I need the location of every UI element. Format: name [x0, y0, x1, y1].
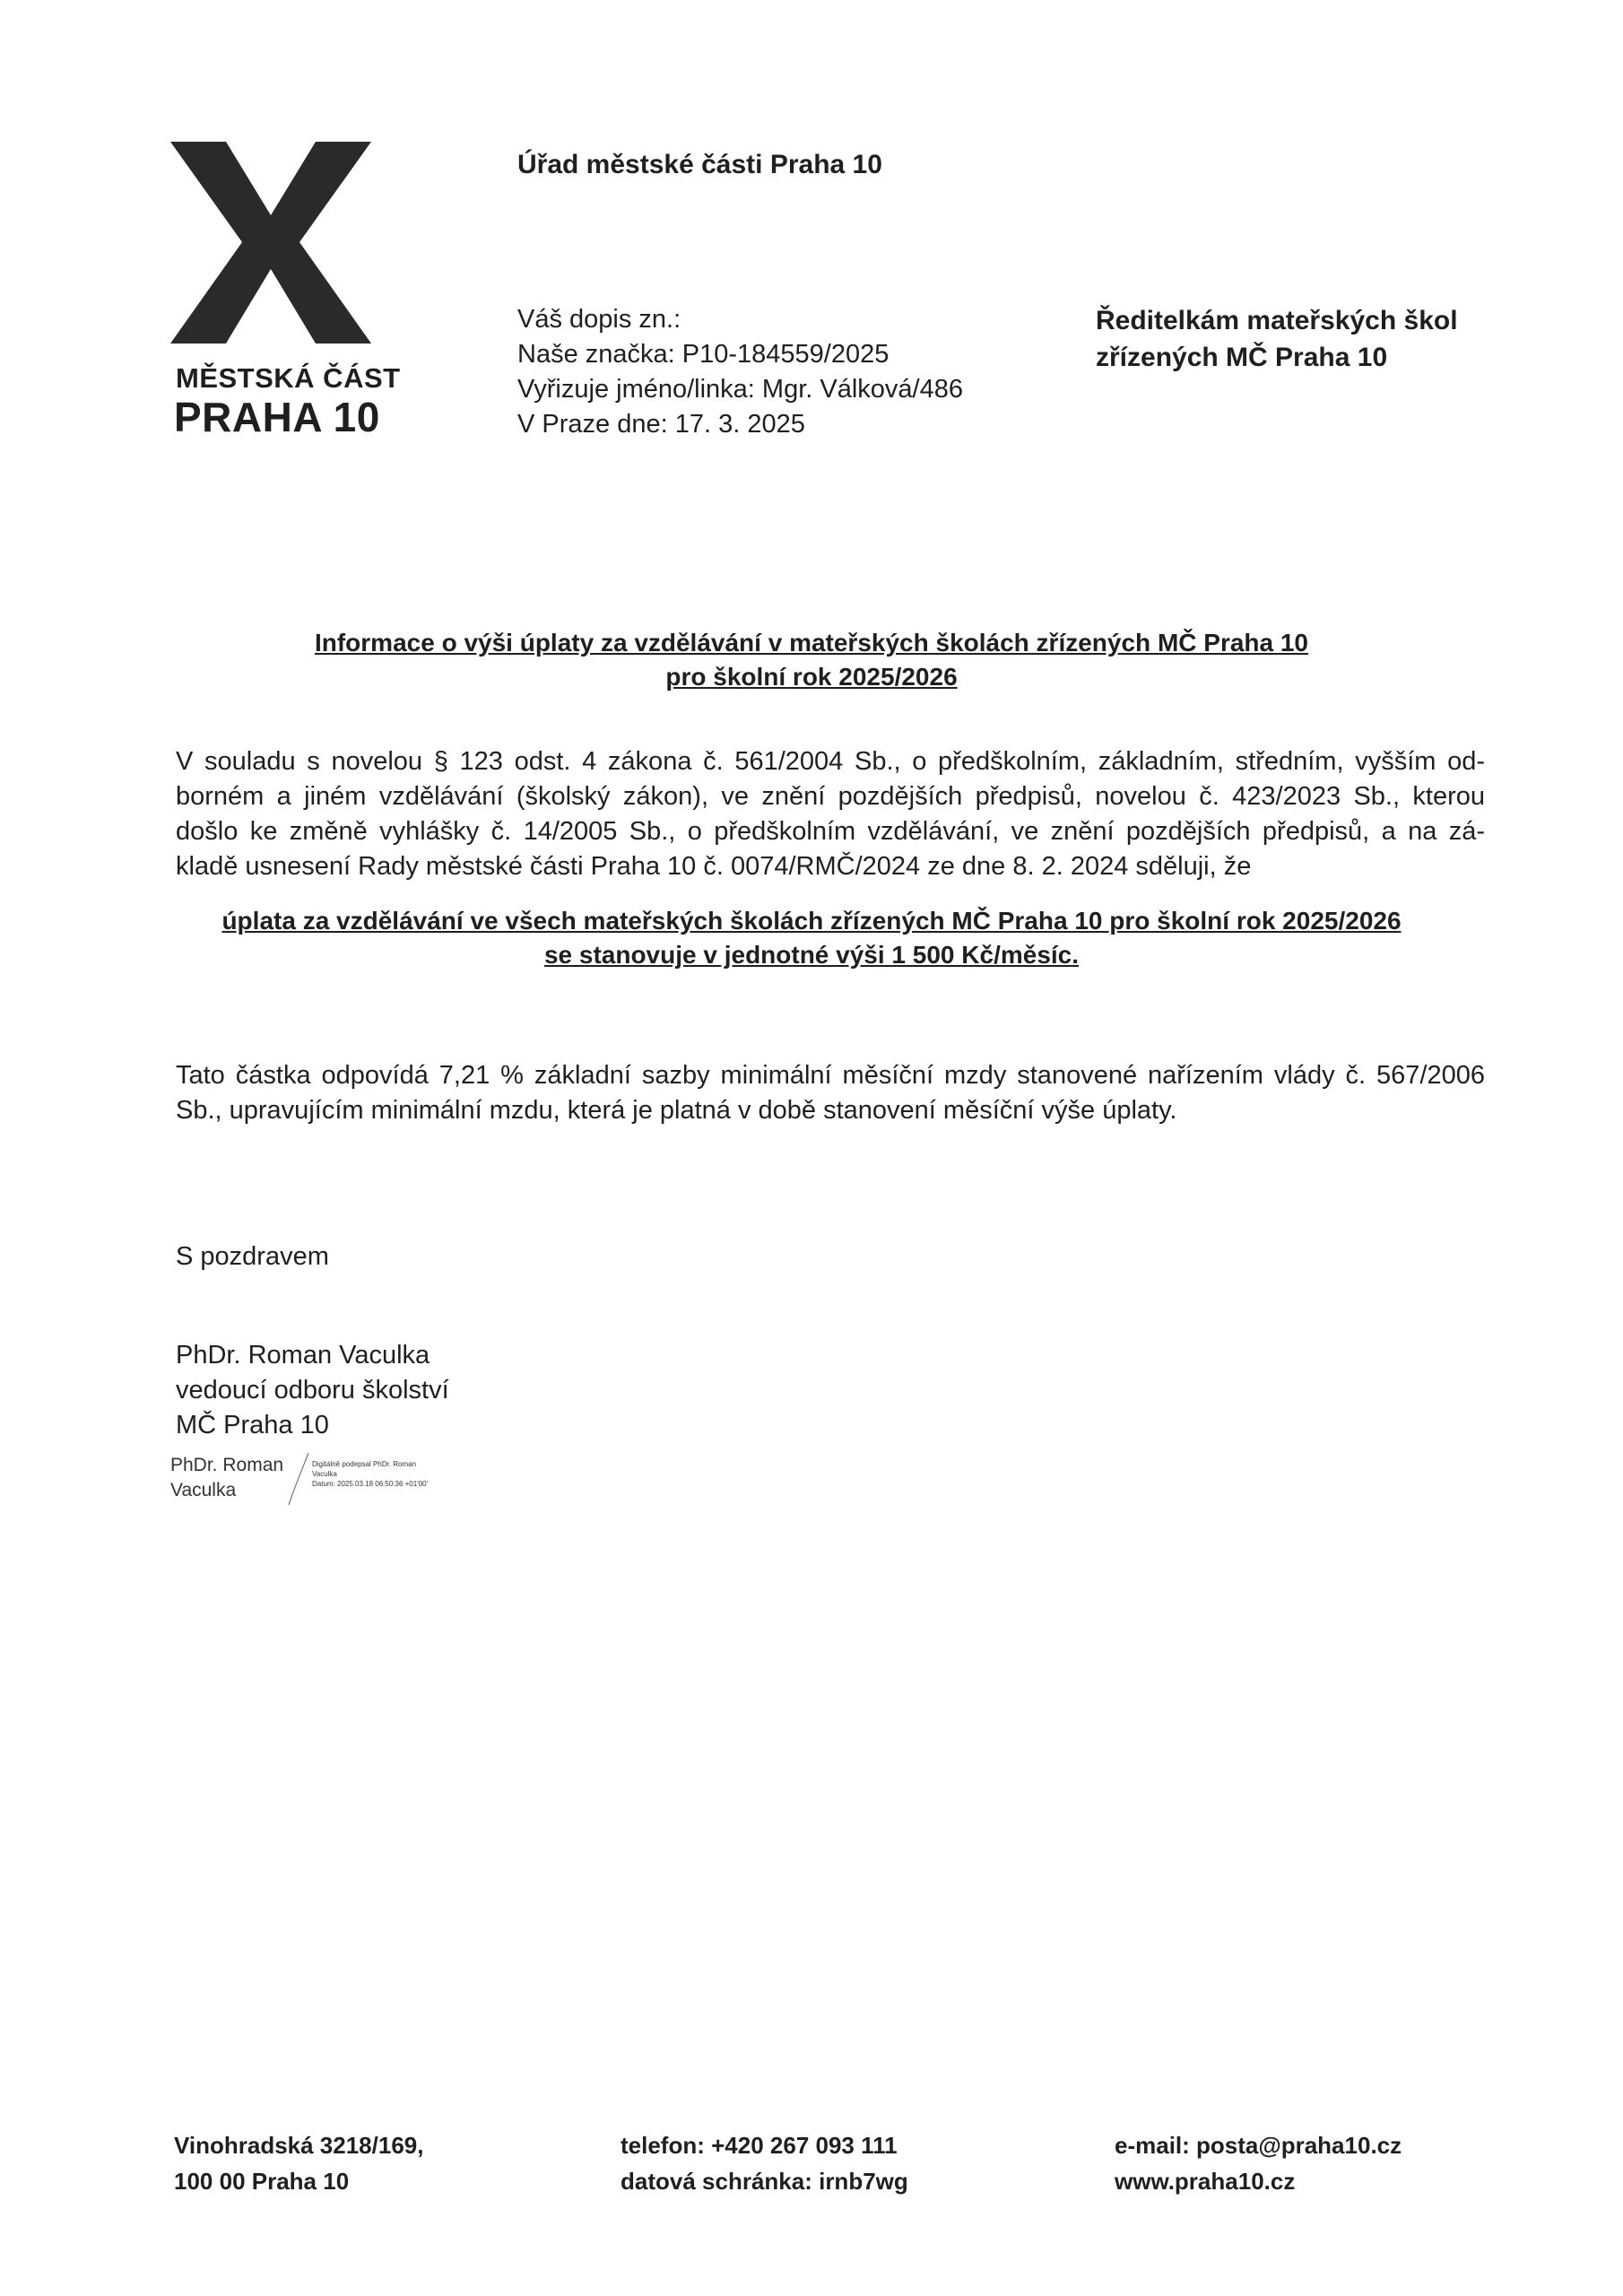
footer-address	[174, 2127, 423, 2199]
explanation-line-2: Sb., upravujícím minimální mzdu, která je platná v době stanovení měsíční výše úplaty.	[176, 1096, 1177, 1125]
footer-phone: telefon: +420 267 093 111	[621, 2132, 898, 2159]
recipient-block	[1096, 302, 1458, 376]
handled-by: Vyřizuje jméno/linka: Mgr. Válková/486	[517, 375, 963, 404]
digital-signature-name	[170, 1453, 283, 1503]
footer-contact	[621, 2127, 908, 2199]
digital-signature-info	[312, 1459, 428, 1489]
footer-online	[1115, 2127, 1402, 2199]
dsig-info-line-1: Digitálně podepsal PhDr. Roman	[312, 1460, 417, 1468]
reference-block	[517, 302, 963, 442]
logo-text-praha10: PRAHA 10	[174, 394, 380, 440]
letter-date: V Praze dne: 17. 3. 2025	[517, 410, 805, 439]
dsig-name-line-1: PhDr. Roman	[170, 1455, 284, 1475]
dsig-info-line-3: Datum: 2025.03.18 06:50:36 +01'00'	[312, 1480, 429, 1488]
recipient-line-2: zřízených MČ Praha 10	[1096, 343, 1388, 372]
greeting: S pozdravem	[176, 1242, 329, 1271]
signatory-role: vedoucí odboru školství	[176, 1376, 449, 1405]
decision-line-2: se stanovuje v jednotné výši 1 500 Kč/měsíc.	[543, 941, 1080, 969]
fee-decision	[143, 904, 1480, 972]
decision-line-1: úplata za vzdělávání ve všech mateřských školách zřízených MČ Praha 10 pro školní rok 2025/2026	[221, 907, 1402, 935]
footer-address-line-1: Vinohradská 3218/169,	[174, 2132, 424, 2159]
footer-databox: datová schránka: irnb7wg	[621, 2168, 908, 2195]
dsig-info-line-2: Vaculka	[312, 1470, 337, 1478]
footer-email: e-mail: posta@praha10.cz	[1115, 2132, 1402, 2159]
explanation-paragraph	[176, 1058, 1485, 1128]
intro-paragraph	[176, 744, 1485, 884]
intro-line-4: kladě usnesení Rady městské části Praha 10 č. 0074/RMČ/2024 ze dne 8. 2. 2024 sděluji, že	[176, 852, 1252, 881]
logo-text-mestska-cast: MĚSTSKÁ ČÁST	[176, 362, 401, 394]
office-name: Úřad městské části Praha 10	[517, 150, 882, 179]
footer-web: www.praha10.cz	[1115, 2168, 1296, 2195]
ref-ours: Naše značka: P10-184559/2025	[517, 340, 890, 369]
heading-line-1: Informace o výši úplaty za vzdělávání v mateřských školách zřízených MČ Praha 10	[314, 629, 1309, 657]
signatory-name: PhDr. Roman Vaculka	[176, 1341, 430, 1370]
dsig-name-line-2: Vaculka	[170, 1480, 237, 1500]
signature-stroke-icon	[285, 1451, 312, 1507]
heading-line-2: pro školní rok 2025/2026	[665, 663, 958, 691]
intro-line-1: V souladu s novelou § 123 odst. 4 zákona č. 561/2004 Sb., o předškolním, základním, středním, vyšším od-	[176, 747, 1485, 776]
intro-line-2: borném a jiném vzdělávání (školský zákon), ve znění pozdějších předpisů, novelou č. 423/2023 Sb., kterou	[176, 782, 1485, 811]
recipient-line-1: Ředitelkám mateřských škol	[1096, 306, 1458, 335]
footer-address-line-2: 100 00 Praha 10	[174, 2168, 350, 2195]
intro-line-3: došlo ke změně vyhlášky č. 14/2005 Sb., o předškolním vzdělávání, ve znění pozdějších předpisů, a na zá-	[176, 817, 1485, 846]
signatory-block	[176, 1338, 449, 1443]
praha10-x-logo-icon	[170, 142, 372, 344]
signatory-org: MČ Praha 10	[176, 1411, 329, 1439]
ref-yours: Váš dopis zn.:	[517, 305, 681, 334]
document-heading	[143, 626, 1480, 694]
explanation-line-1: Tato částka odpovídá 7,21 % základní sazby minimální měsíční mzdy stanovené nařízením vlády č. 567/2006	[176, 1061, 1485, 1090]
